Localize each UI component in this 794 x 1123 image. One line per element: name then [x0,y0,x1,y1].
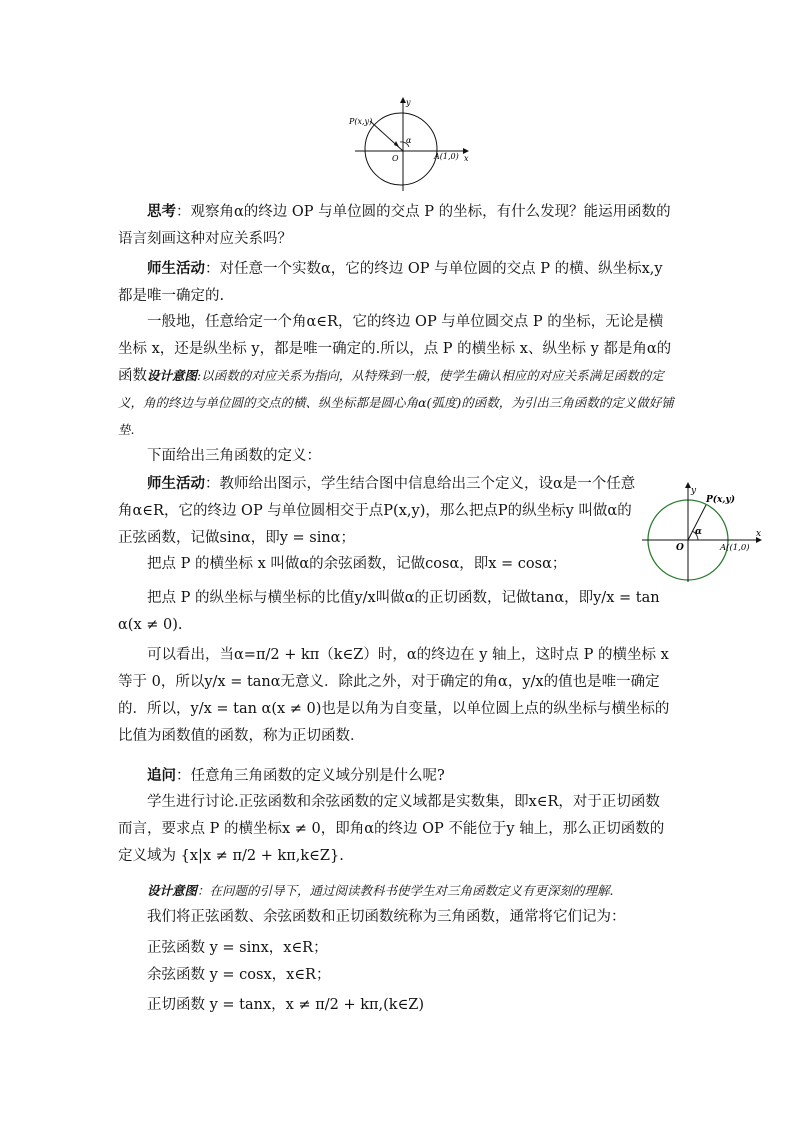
follow-text: ：任意角三角函数的定义域分别是什么呢? [176,768,445,784]
fig2-y-axis-label: y [691,486,697,496]
fig2-point-a-label: A((1,0) [720,543,750,553]
think-paragraph [118,198,674,253]
fig2-x-axis-label: x [756,529,762,539]
general-paragraph: 一般地，任意给定一个角α∈R，它的终边 OP 与单位圆交点 P 的坐标，无论是横坐标 x，还是纵坐标 y，都是唯一确定的.所以，点 P 的横坐标 x、纵坐标 y 都是角α的函数. [118,314,672,384]
fig2-alpha-label: α [695,527,702,537]
unit-circle-figure-1 [345,93,475,193]
observe-paragraph: 可以看出，当α=π/2 + kπ（k∈Z）时，α的终边在 y 轴上，这时点 P 的横坐标 x 等于 0，所以y/x = tanα无意义．除此之外，对于确定的角α，y/x的值也是唯一确定的．所以，y/x = tan α(x ≠ 0)也是以角为自变量，以单位圆上点的纵坐标与横坐标的比值为函数值的函数，称为正切函数． [118,647,670,744]
activity2-paragraph [118,470,638,552]
design1-paragraph [118,362,674,443]
activity1-label: 师生活动 [147,260,205,277]
cos-definition-paragraph: 把点 P 的横坐标 x 叫做α的余弦函数，记做cosα，即x = cosα； [147,556,567,572]
follow-up-paragraph [118,762,674,790]
activity2-label: 师生活动 [147,475,205,492]
design1-label: 设计意图 [147,368,198,383]
intro-paragraph: 下面给出三角函数的定义： [147,448,321,464]
activity1-text: ：对任意一个实数α，它的终边 OP 与单位圆的交点 P 的横、纵坐标x,y都是唯一确定的. [118,261,663,304]
tangent-formula: 正切函数 y = tanx，x ≠ π/2 + kπ,(k∈Z) [147,997,425,1013]
follow-label: 追问 [147,767,176,784]
fig1-point-a-label: A(1,0) [434,152,459,161]
fig1-x-axis-label: x [464,154,469,163]
fig1-y-axis-label: y [406,98,411,107]
tan-definition-paragraph: 把点 P 的纵坐标与横坐标的比值y/x叫做α的正切函数，记做tanα，即y/x = tan α(x ≠ 0). [118,590,660,633]
think-text: ：观察角α的终边 OP 与单位圆的交点 P 的坐标，有什么发现？能运用函数的语言刻画这种对应关系吗？ [118,204,671,247]
summary-paragraph: 我们将正弦函数、余弦函数和正切函数统称为三角函数，通常将它们记为： [147,909,626,925]
fig2-point-p-label: P(x,y) [706,495,736,505]
design2-text: ：在问题的引导下，通过阅读教科书使学生对三角函数定义有更深刻的理解. [197,883,614,898]
fig1-alpha-label: α [406,136,412,145]
cosine-formula: 余弦函数 y = cosx，x∈R； [147,967,331,983]
fig1-point-p-label: P(x,y) [349,117,373,126]
discuss-paragraph: 学生进行讨论.正弦函数和余弦函数的定义域都是实数集，即x∈R，对于正切函数而言，要求点 P 的横坐标x ≠ 0，即角α的终边 OP 不能位于y 轴上，那么正切函数的定义域为 {x|x ≠ π/2 + kπ,k∈Z}. [118,794,665,864]
design2-paragraph [118,877,674,904]
think-label: 思考 [147,203,176,220]
fig1-origin-label: O [392,154,399,163]
fig2-origin-label: O [676,543,684,553]
activity1-paragraph [118,255,674,310]
sine-formula: 正弦函数 y = sinx，x∈R； [147,940,328,956]
design2-label: 设计意图 [147,883,198,898]
activity2-text: ：教师给出图示，学生结合图中信息给出三个定义，设α是一个任意角α∈R，它的终边 OP 与单位圆相交于点P(x,y)，那么把点P的纵坐标y 叫做α的正弦函数，记做sinα，即y = sinα； [118,476,636,546]
design1-text: :以函数的对应关系为指向，从特殊到一般，使学生确认相应的对应关系满足函数的定义，角的终边与单位圆的交点的横、纵坐标都是圆心角α(弧度)的函数，为引出三角函数的定义做好铺垫. [118,368,674,437]
